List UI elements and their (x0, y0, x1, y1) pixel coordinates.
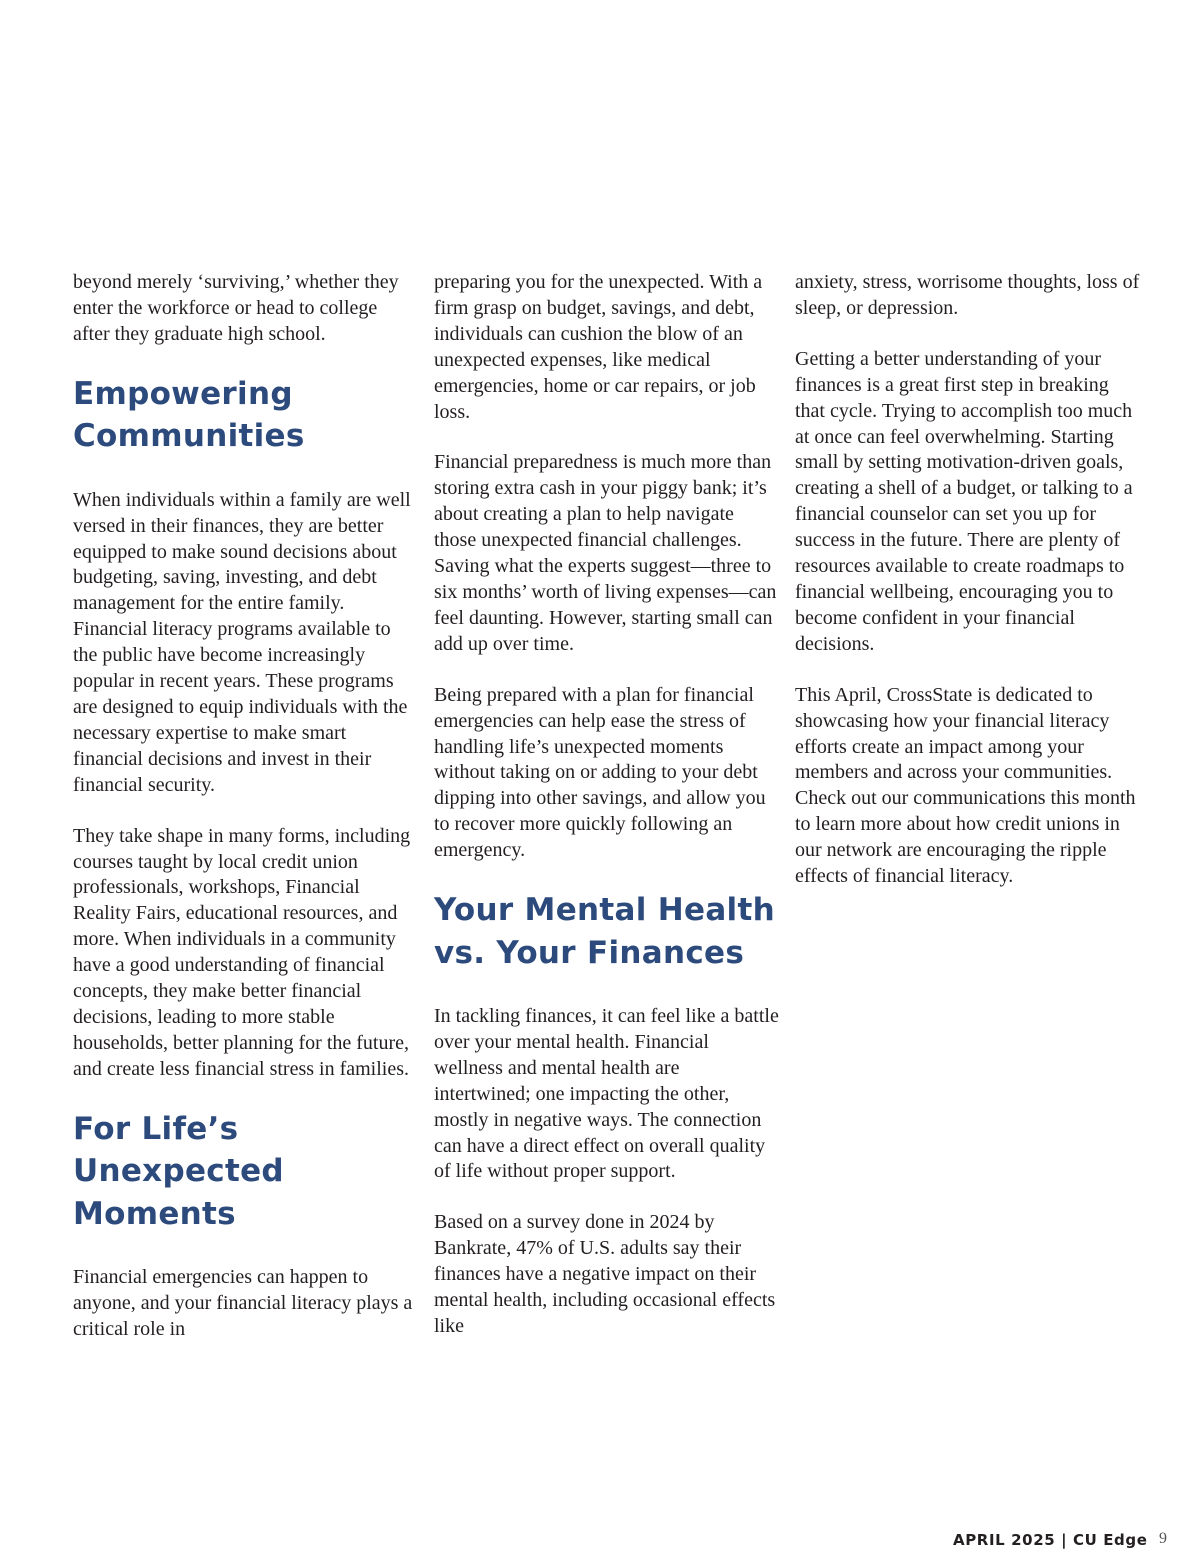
body-paragraph: Getting a better understanding of your finances is a great first step in breaking that cycle. Trying to accomplish too much at once can feel overwhelming. Starting small by setting motivation-driven goals, creating a shell of a budget, or talking to a financial counselor can set you up for success in the future. There are plenty of resources available to create roadmaps to financial wellbeing, encouraging you to become confident in your financial decisions. (795, 347, 1133, 655)
body-paragraph: Based on a survey done in 2024 by Bankrate, 47% of U.S. adults say their finances have a negative impact on their mental health, including occasional effects like (434, 1211, 776, 1337)
column-2 (434, 270, 779, 1365)
body-paragraph: Financial emergencies can happen to anyone, and your financial literacy plays a critical role in (73, 1266, 413, 1340)
column-1 (73, 270, 418, 1368)
section-heading-mental-health: Your Mental Health vs. Your Finances (434, 892, 775, 971)
section-heading-unexpected-moments: For Life’s Unexpected Moments (73, 1110, 284, 1232)
body-paragraph: They take shape in many forms, including courses taught by local credit union professionals, workshops, Financial Reality Fairs, educational resources, and more. When individuals in a community have a good understanding of financial concepts, they make better financial decisions, leading to more stable households, better planning for the future, and create less financial stress in families. (73, 824, 411, 1080)
footer-publication: APRIL 2025 | CU Edge (953, 1531, 1148, 1549)
section-heading-empowering-communities: Empowering Communities (73, 375, 305, 455)
column-3 (795, 270, 1140, 915)
body-paragraph: Financial preparedness is much more than storing extra cash in your piggy bank; it’s about creating a plan to help navigate those unexpected financial challenges. Saving what the experts suggest—three to six months’ worth of living expenses—can feel daunting. However, starting small can add up over time. (434, 451, 777, 655)
body-paragraph: In tackling finances, it can feel like a battle over your mental health. Financial wellness and mental health are intertwined; one impacting the other, mostly in negative ways. The connection can have a direct effect on overall quality of life without proper support. (434, 1005, 779, 1183)
page-number: 9 (1159, 1530, 1167, 1547)
body-paragraph: preparing you for the unexpected. With a firm grasp on budget, savings, and debt, individuals can cushion the blow of an unexpected expenses, like medical emergencies, home or car repairs, or job loss. (434, 271, 763, 423)
body-paragraph: This April, CrossState is dedicated to showcasing how your financial literacy efforts create an impact among your members and across your communities. Check out our communications this month to learn more about how credit unions in our network are encouraging the ripple effects of financial literacy. (795, 683, 1136, 888)
body-paragraph: Being prepared with a plan for financial emergencies can help ease the stress of handling life’s unexpected moments without taking on or adding to your debt dipping into other savings, and allow you to recover more quickly following an emergency. (434, 683, 766, 862)
body-paragraph: beyond merely ‘surviving,’ whether they enter the workforce or head to college after they graduate high school. (73, 271, 399, 345)
body-paragraph: When individuals within a family are well versed in their finances, they are better equipped to make sound decisions about budgeting, saving, investing, and debt management for the entire family. Financial literacy programs available to the public have become increasingly popular in recent years. These programs are designed to equip individuals with the necessary expertise to make smart financial decisions and invest in their financial security. (73, 488, 411, 796)
body-paragraph: anxiety, stress, worrisome thoughts, loss of sleep, or depression. (795, 271, 1140, 319)
